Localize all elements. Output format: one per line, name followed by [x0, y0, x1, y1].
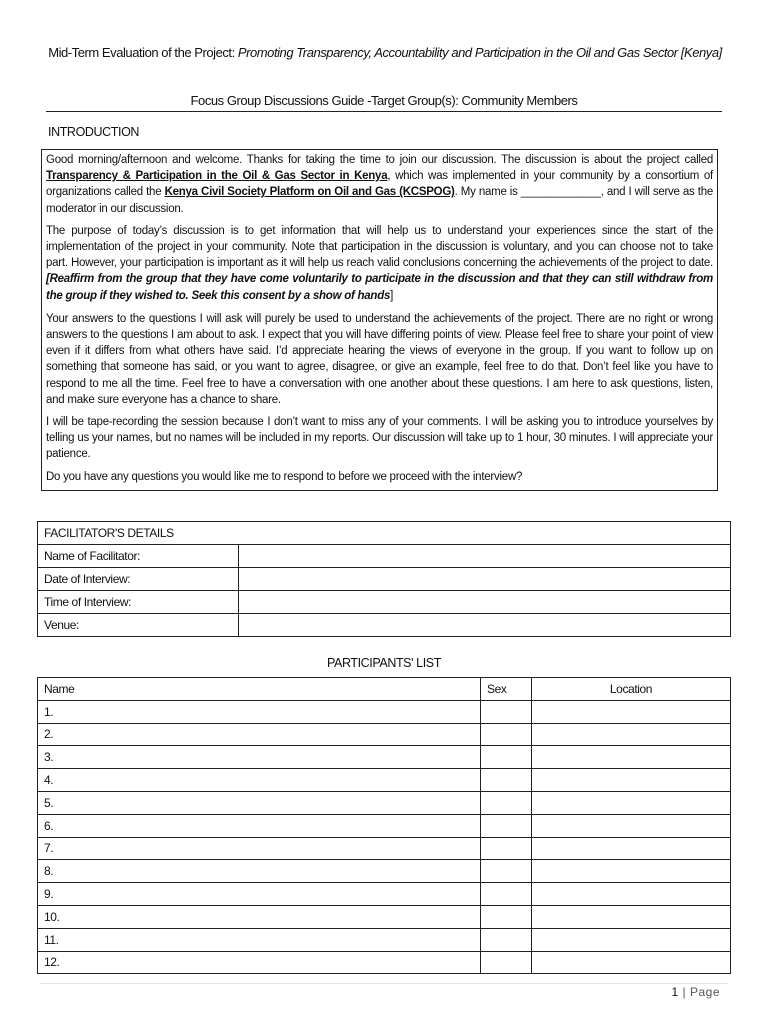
facilitator-details-table: [37, 521, 731, 637]
table-row: [38, 951, 731, 974]
participants-table: [37, 677, 731, 974]
sex-cell[interactable]: [481, 746, 532, 769]
location-cell[interactable]: [532, 769, 731, 792]
table-row: [38, 723, 731, 746]
table-row: [38, 568, 731, 591]
table-row: [38, 905, 731, 928]
table-row: [38, 614, 731, 637]
sex-cell[interactable]: [481, 905, 532, 928]
introduction-box: [41, 149, 718, 491]
location-cell[interactable]: [532, 723, 731, 746]
participant-number: 12.: [38, 951, 481, 974]
page-footer: [671, 985, 720, 999]
table-row: [38, 860, 731, 883]
document-subtitle: Focus Group Discussions Guide -Target Group(s): Community Members: [46, 93, 722, 112]
intro-paragraph-5: Do you have any questions you would like me to respond to before we proceed with the interview?: [46, 470, 523, 483]
participant-number: 4.: [38, 769, 481, 792]
intro-paragraph-3: Your answers to the questions I will ask will purely be used to understand the achievements of the project. There are no right or wrong answers to the questions I am about to ask. I expect that you will have differing points of view. Please feel free to share your point of view even if it differs from what others have said. I’d appreciate hearing the views of everyone in the group. If you want to follow up on something that someone has said, or you want to agree, disagree, or give an example, feel free to do that. Don’t feel like you have to respond to me all the time. Feel free to have a conversation with one another about these questions. I am here to ask questions, listen, and make sure everyone has a chance to share.: [46, 312, 713, 406]
venue-label: Venue:: [38, 614, 239, 637]
location-cell[interactable]: [532, 928, 731, 951]
location-cell[interactable]: [532, 860, 731, 883]
interview-date-label: Date of Interview:: [38, 568, 239, 591]
table-row: [38, 591, 731, 614]
location-cell[interactable]: [532, 951, 731, 974]
table-row: [38, 883, 731, 906]
participant-number: 10.: [38, 905, 481, 928]
participant-number: 2.: [38, 723, 481, 746]
location-cell[interactable]: [532, 746, 731, 769]
column-header-sex: Sex: [481, 678, 532, 701]
participant-number: 6.: [38, 814, 481, 837]
facilitator-name-label: Name of Facilitator:: [38, 545, 239, 568]
footer-divider: [40, 983, 728, 984]
sex-cell[interactable]: [481, 951, 532, 974]
sex-cell[interactable]: [481, 814, 532, 837]
facilitator-name-field[interactable]: [239, 545, 731, 568]
interview-time-field[interactable]: [239, 591, 731, 614]
participant-number: 11.: [38, 928, 481, 951]
document-title: [40, 44, 730, 61]
sex-cell[interactable]: [481, 723, 532, 746]
page-separator: |: [678, 985, 690, 999]
location-cell[interactable]: [532, 700, 731, 723]
participant-number: 1.: [38, 700, 481, 723]
title-prefix: Mid-Term Evaluation of the Project:: [48, 45, 238, 60]
project-name: Promoting Transparency, Accountability and Participation in the Oil and Gas Sector [Kenya]: [237, 45, 722, 60]
table-row: [38, 545, 731, 568]
participants-list-heading: PARTICIPANTS' LIST: [327, 656, 441, 670]
page-label: Page: [689, 985, 720, 999]
column-header-name: Name: [38, 678, 481, 701]
venue-field[interactable]: [239, 614, 731, 637]
participant-number: 3.: [38, 746, 481, 769]
table-row: [38, 837, 731, 860]
sex-cell[interactable]: [481, 860, 532, 883]
intro-paragraph-1: Good morning/afternoon and welcome. Thanks for taking the time to join our discussion. The discussion is about the project called Transparency & Participation in the Oil & Gas Sector in Kenya, which was implemented in your community by a consortium of organizations called the Kenya Civil Society Platform on Oil and Gas (KCSPOG). My name is _____________, and I will serve as the moderator in our discussion.: [46, 154, 713, 215]
location-cell[interactable]: [532, 883, 731, 906]
participant-number: 7.: [38, 837, 481, 860]
table-row: [38, 769, 731, 792]
sex-cell[interactable]: [481, 700, 532, 723]
participant-number: 9.: [38, 883, 481, 906]
consortium-name-underlined: Kenya Civil Society Platform on Oil and Gas (KCSPOG): [164, 186, 455, 199]
location-cell[interactable]: [532, 837, 731, 860]
sex-cell[interactable]: [481, 928, 532, 951]
table-row: [38, 746, 731, 769]
sex-cell[interactable]: [481, 769, 532, 792]
moderator-instruction: [Reaffirm from the group that they have come voluntarily to participate in the discussion and that they can still withdraw from the group if they wished to. Seek this consent by a show of hands: [46, 273, 713, 302]
table-row: [38, 814, 731, 837]
interview-time-label: Time of Interview:: [38, 591, 239, 614]
participant-number: 5.: [38, 791, 481, 814]
intro-paragraph-2: The purpose of today’s discussion is to get information that will help us to understand your experiences since the start of the implementation of the project in your community. Note that participation in the discussion is voluntary, and you can choose not to take part. However, your participation is important as it will help us reach valid conclusions concerning the achievements of the project to date. [Reaffirm from the group that they have come voluntarily to participate in the discussion and that they can still withdraw from the group if they wished to. Seek this consent by a show of hands]: [46, 224, 713, 302]
table-row: [38, 700, 731, 723]
facilitator-details-heading: FACILITATOR'S DETAILS: [38, 522, 731, 545]
page-number: 1: [671, 985, 679, 999]
participant-number: 8.: [38, 860, 481, 883]
location-cell[interactable]: [532, 905, 731, 928]
sex-cell[interactable]: [481, 791, 532, 814]
location-cell[interactable]: [532, 814, 731, 837]
column-header-location: Location: [532, 678, 731, 701]
location-cell[interactable]: [532, 791, 731, 814]
introduction-heading: INTRODUCTION: [48, 125, 140, 139]
intro-paragraph-4: I will be tape-recording the session because I don’t want to miss any of your comments. I will be asking you to introduce yourselves by telling us your names, but no names will be included in my reports. Our discussion will take up to 1 hour, 30 minutes. I will appreciate your patience.: [46, 416, 713, 461]
table-row: [38, 791, 731, 814]
interview-date-field[interactable]: [239, 568, 731, 591]
project-title-underlined: Transparency & Participation in the Oil & Gas Sector in Kenya: [46, 170, 388, 183]
table-row: [38, 928, 731, 951]
sex-cell[interactable]: [481, 837, 532, 860]
sex-cell[interactable]: [481, 883, 532, 906]
